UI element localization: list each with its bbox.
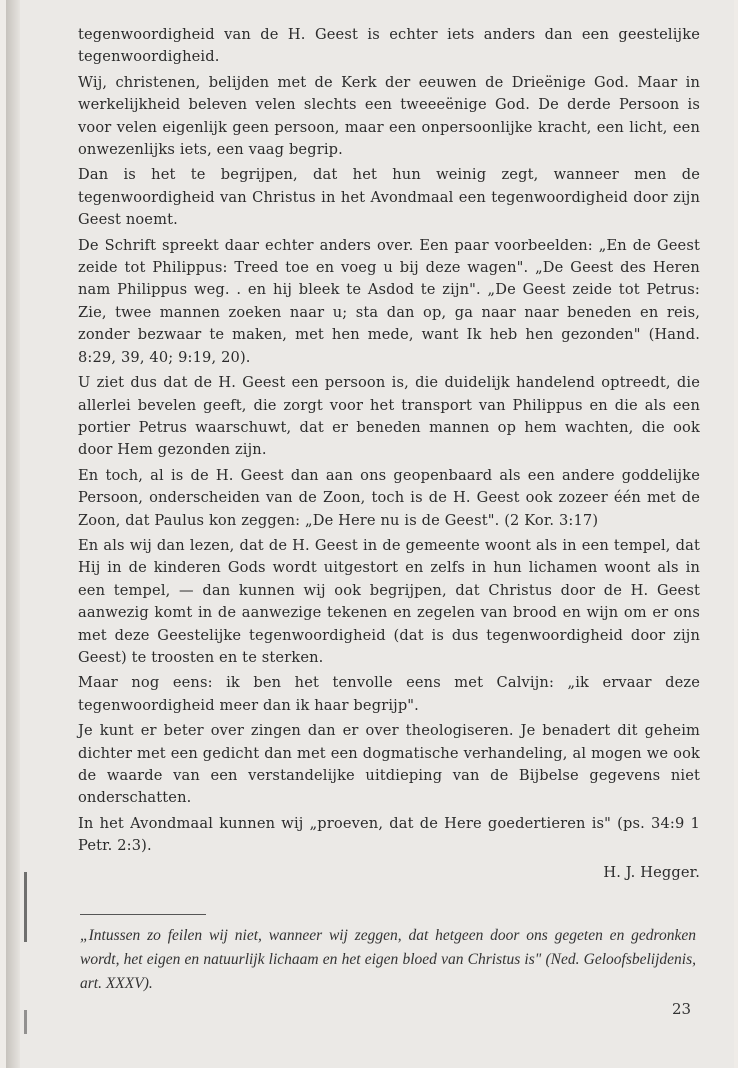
page-edge-shadow xyxy=(6,0,20,1068)
paragraph: Je kunt er beter over zingen dan er over theologiseren. Je benadert dit geheim dichter met een gedicht dan met een dogmatische verhandeling, al mogen we ook de waarde van een verstandelijke uitdieping van de Bijbelse gegevens niet onderschatten. xyxy=(78,722,700,807)
footnote xyxy=(80,924,696,996)
author-signature: H. J. Hegger. xyxy=(603,863,700,881)
footnote-text: „Intussen zo feilen wij niet, wanneer wij zeggen, dat hetgeen door ons gegeten en gedronken wordt, het eigen en natuurlijk lichaam en het eigen bloed van Christus is" (Ned. Geloofsbelijdenis, art. XXXV). xyxy=(80,927,696,992)
paragraph: Wij, christenen, belijden met de Kerk der eeuwen de Drieënige God. Maar in werkelijkheid beleven velen slechts een tweeeënige God. De derde Persoon is voor velen eigenlijk geen persoon, maar een onpersoonlijke kracht, een licht, een onwezenlijks iets, een vaag begrip. xyxy=(78,73,700,159)
paragraph: Dan is het te begrijpen, dat het hun weinig zegt, wanneer men de tegenwoordigheid van Christus in het Avondmaal een tegenwoordigheid door zijn Geest noemt. xyxy=(78,166,700,229)
paragraph: De Schrift spreekt daar echter anders over. Een paar voorbeelden: „En de Geest zeide tot Philippus: Treed toe en voeg u bij deze wagen". „De Geest des Heren nam Philippus weg. . en hij bleek te Asdod te zijn". „De Geest zeide tot Petrus: Zie, twee mannen zoeken naar u; sta dan op, ga naar naar beneden en reis, zonder bezwaar te maken, met hen mede, want Ik heb hen gezonden" (Hand. 8:29, 39, 40; 9:19, 20). xyxy=(78,236,700,366)
paragraph: U ziet dus dat de H. Geest een persoon is, die duidelijk handelend optreedt, die allerlei bevelen geeft, die zorgt voor het transport van Philippus en die als een portier Petrus waarschuwt, dat er beneden mannen op hem wachten, die ook door Hem gezonden zijn. xyxy=(78,374,700,459)
margin-mark xyxy=(24,1010,27,1034)
footnote-divider xyxy=(80,914,206,915)
paragraph: En als wij dan lezen, dat de H. Geest in de gemeente woont als in een tempel, dat Hij in de kinderen Gods wordt uitgestort en zelfs in hun lichamen woont als in een tempel, — dan kunnen wij ook begrijpen, dat Christus door de H. Geest aanwezig komt in de aanwezige tekenen en zegelen van brood en wijn om er ons met deze Geestelijke tegenwoordigheid (dat is dus tegenwoordigheid door zijn Geest) te troosten en te sterken. xyxy=(78,536,700,666)
paragraph: En toch, al is de H. Geest dan aan ons geopenbaard als een andere goddelijke Persoon, onderscheiden van de Zoon, toch is de H. Geest ook zozeer één met de Zoon, dat Paulus kon zeggen: „De Here nu is de Geest". (2 Kor. 3:17) xyxy=(78,466,700,529)
paragraph: tegenwoordigheid van de H. Geest is echter iets anders dan een geestelijke tegenwoordigheid. xyxy=(78,26,700,66)
article-body xyxy=(78,24,700,887)
paragraph: In het Avondmaal kunnen wij „proeven, dat de Here goedertieren is" (ps. 34:9 1 Petr. 2:3). xyxy=(78,814,700,855)
page-number: 23 xyxy=(672,1000,692,1018)
paragraph: Maar nog eens: ik ben het tenvolle eens met Calvijn: „ik ervaar deze tegenwoordigheid meer dan ik haar begrijp". xyxy=(78,674,700,714)
margin-mark xyxy=(24,872,27,942)
